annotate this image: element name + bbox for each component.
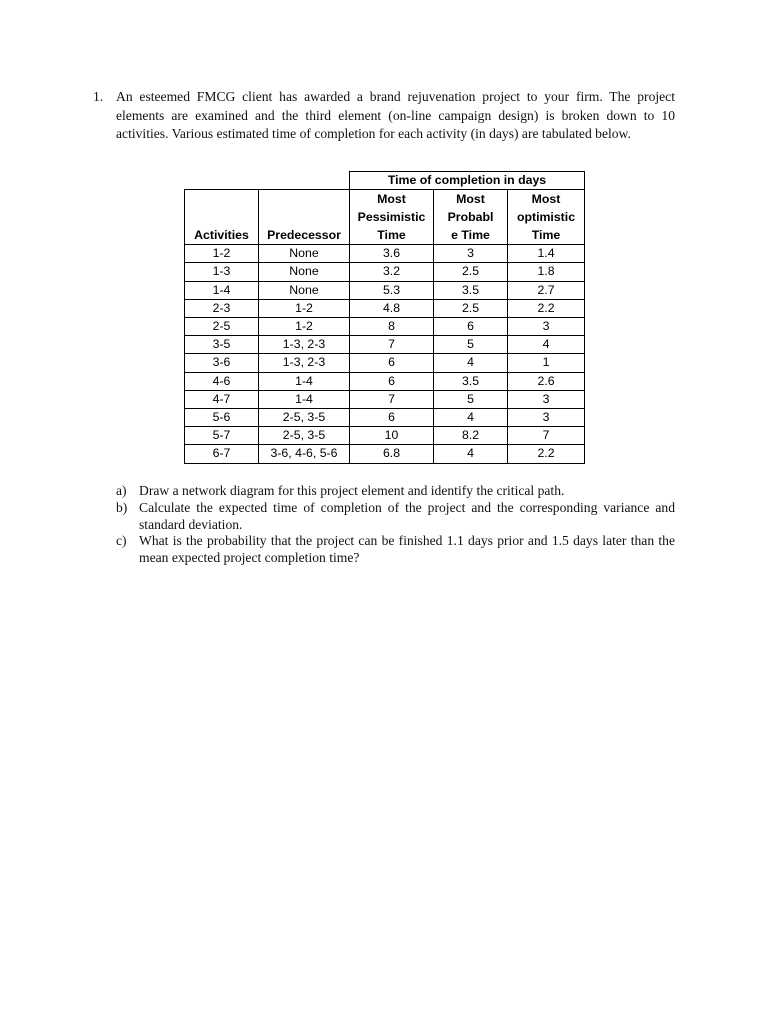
sub-question-label: a)	[116, 483, 127, 498]
activity-cell: 1-4	[185, 281, 259, 299]
pessimistic-cell: 4.8	[350, 299, 434, 317]
predecessor-cell: 1-3, 2-3	[259, 354, 350, 372]
optimistic-cell: 4	[508, 336, 585, 354]
optimistic-cell: 2.2	[508, 445, 585, 463]
optimistic-cell: 2.6	[508, 372, 585, 390]
probable-cell: 3	[434, 245, 508, 263]
activity-cell: 5-6	[185, 409, 259, 427]
sub-question-b	[116, 500, 675, 534]
probable-cell: 2.5	[434, 299, 508, 317]
optimistic-cell: 1.4	[508, 245, 585, 263]
predecessor-cell: 1-3, 2-3	[259, 336, 350, 354]
table-row	[185, 445, 585, 463]
table-row	[185, 372, 585, 390]
sub-question-a	[116, 483, 675, 500]
predecessor-cell: None	[259, 263, 350, 281]
probable-cell: 3.5	[434, 372, 508, 390]
optimistic-cell: 1	[508, 354, 585, 372]
table-row	[185, 336, 585, 354]
pessimistic-cell: 10	[350, 427, 434, 445]
pessimistic-cell: 7	[350, 336, 434, 354]
table-row	[185, 263, 585, 281]
pessimistic-cell: 6	[350, 354, 434, 372]
table-row	[185, 354, 585, 372]
activity-cell: 1-2	[185, 245, 259, 263]
question-number: 1.	[93, 89, 104, 104]
pessimistic-cell: 6	[350, 372, 434, 390]
activity-cell: 4-7	[185, 390, 259, 408]
predecessor-cell: 1-4	[259, 390, 350, 408]
optimistic-cell: 2.7	[508, 281, 585, 299]
pessimistic-cell: 6	[350, 409, 434, 427]
pessimistic-cell: 5.3	[350, 281, 434, 299]
probable-cell: 5	[434, 336, 508, 354]
activity-cell: 3-6	[185, 354, 259, 372]
predecessor-header: Predecessor	[259, 190, 350, 245]
pessimistic-cell: 8	[350, 318, 434, 336]
table-row	[185, 427, 585, 445]
table-row	[185, 390, 585, 408]
probable-time-header: Most Probabl e Time	[434, 190, 508, 245]
probable-cell: 8.2	[434, 427, 508, 445]
activity-cell: 2-5	[185, 318, 259, 336]
pessimistic-cell: 6.8	[350, 445, 434, 463]
sub-question-text: Calculate the expected time of completion of the project and the corresponding variance and standard deviation.	[139, 499, 675, 532]
optimistic-cell: 1.8	[508, 263, 585, 281]
activity-cell: 3-5	[185, 336, 259, 354]
sub-question-label: c)	[116, 533, 127, 549]
header-blank-2	[259, 172, 350, 190]
probable-cell: 4	[434, 445, 508, 463]
predecessor-cell: 1-2	[259, 318, 350, 336]
activities-header: Activities	[185, 190, 259, 245]
sub-question-c	[116, 533, 675, 567]
table-row	[185, 318, 585, 336]
probable-cell: 4	[434, 409, 508, 427]
activity-cell: 2-3	[185, 299, 259, 317]
table-row	[185, 409, 585, 427]
table-row	[185, 299, 585, 317]
sub-question-text: What is the probability that the project can be finished 1.1 days prior and 1.5 days later than the mean expected project completion time?	[139, 533, 675, 566]
pessimistic-cell: 3.6	[350, 245, 434, 263]
activity-time-table	[184, 171, 585, 464]
predecessor-cell: 3-6, 4-6, 5-6	[259, 445, 350, 463]
probable-cell: 6	[434, 318, 508, 336]
predecessor-cell: 2-5, 3-5	[259, 427, 350, 445]
optimistic-cell: 7	[508, 427, 585, 445]
probable-cell: 3.5	[434, 281, 508, 299]
pessimistic-time-header: Most Pessimistic Time	[350, 190, 434, 245]
pessimistic-cell: 7	[350, 390, 434, 408]
probable-cell: 2.5	[434, 263, 508, 281]
time-of-completion-header: Time of completion in days	[350, 172, 585, 190]
predecessor-cell: 1-2	[259, 299, 350, 317]
optimistic-time-header: Most optimistic Time	[508, 190, 585, 245]
predecessor-cell: 1-4	[259, 372, 350, 390]
question-1	[93, 88, 675, 144]
predecessor-cell: 2-5, 3-5	[259, 409, 350, 427]
question-text: An esteemed FMCG client has awarded a brand rejuvenation project to your firm. The project elements are examined and the third element (on-line campaign design) is broken down to 10 activities. Various estimated time of completion for each activity (in days) are tabulated below.	[116, 89, 675, 141]
pessimistic-cell: 3.2	[350, 263, 434, 281]
activity-cell: 1-3	[185, 263, 259, 281]
probable-cell: 5	[434, 390, 508, 408]
sub-question-label: b)	[116, 499, 128, 515]
activity-cell: 6-7	[185, 445, 259, 463]
optimistic-cell: 3	[508, 409, 585, 427]
optimistic-cell: 2.2	[508, 299, 585, 317]
sub-question-text: Draw a network diagram for this project element and identify the critical path.	[139, 483, 565, 498]
predecessor-cell: None	[259, 245, 350, 263]
header-blank-1	[185, 172, 259, 190]
activity-cell: 4-6	[185, 372, 259, 390]
optimistic-cell: 3	[508, 390, 585, 408]
sub-questions-list	[116, 483, 675, 567]
table-row	[185, 245, 585, 263]
optimistic-cell: 3	[508, 318, 585, 336]
table-row	[185, 281, 585, 299]
activity-cell: 5-7	[185, 427, 259, 445]
predecessor-cell: None	[259, 281, 350, 299]
probable-cell: 4	[434, 354, 508, 372]
